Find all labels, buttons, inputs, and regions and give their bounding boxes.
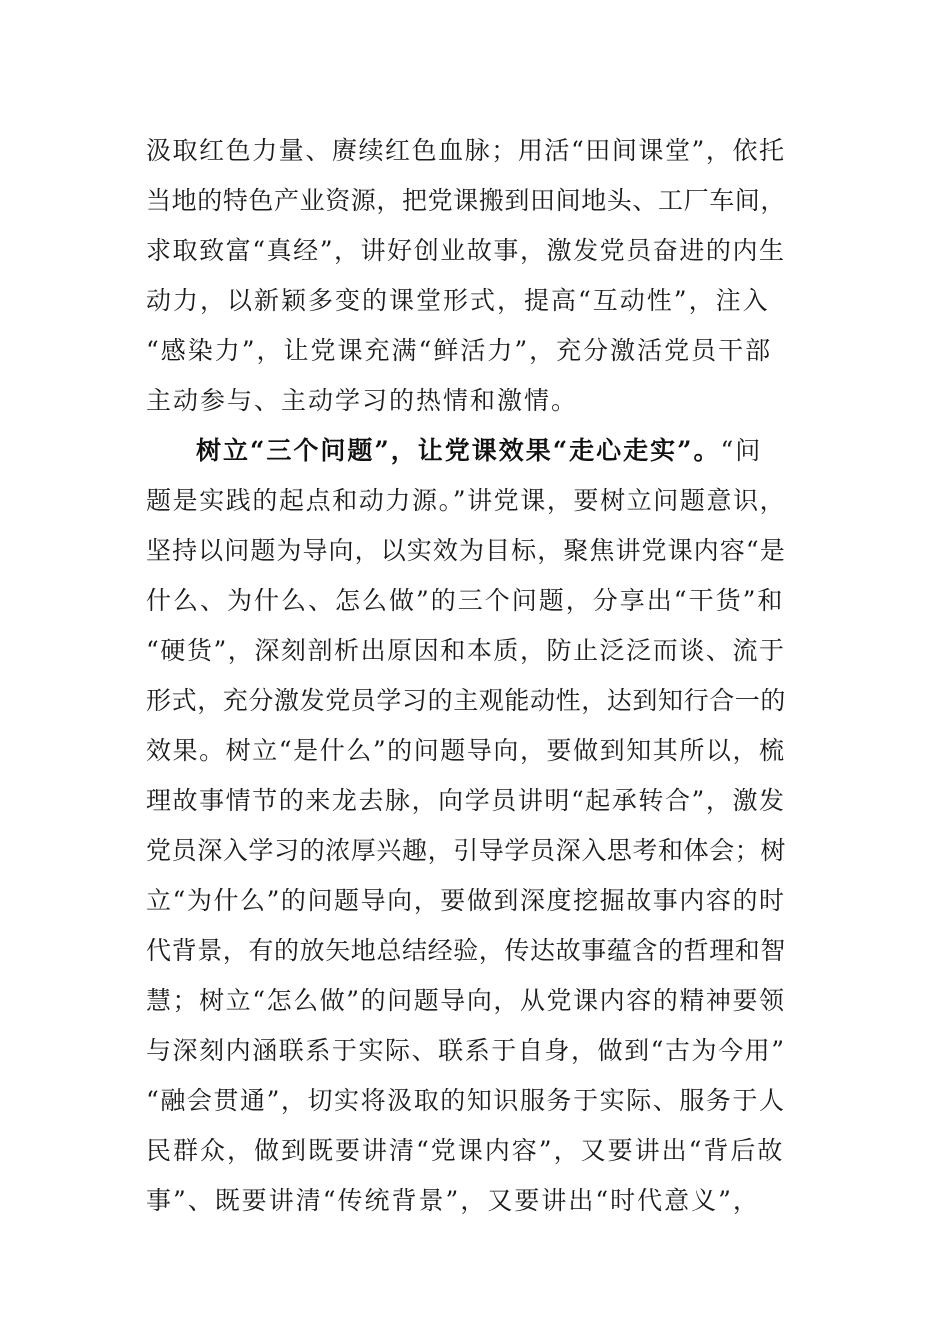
text-line: 题是实践的起点和动力源。”讲党课，要树立问题意识， — [146, 486, 787, 515]
text-line: 形式，充分激发党员学习的主观能动性，达到知行合一的 — [146, 686, 787, 715]
text-line: 坚持以问题为导向，以实效为目标，聚焦讲党课内容“是 — [146, 536, 786, 565]
text-line: “融会贯通”，切实将汲取的知识服务于实际、服务于人 — [146, 1086, 786, 1115]
text-line: 代背景，有的放矢地总结经验，传达故事蕴含的哲理和智 — [146, 936, 787, 965]
text-line: 与深刻内涵联系于实际、联系于自身，做到“古为今用” — [146, 1036, 786, 1065]
text-run: “问 — [720, 436, 763, 465]
text-line: 什么、为什么、怎么做”的三个问题，分享出“干货”和 — [146, 586, 785, 615]
text-line: 当地的特色产业资源，把党课搬到田间地头、工厂车间， — [146, 186, 787, 215]
paragraph-heading: 树立“三个问题”，让党课效果“走心走实”。 — [196, 436, 721, 465]
text-line: 立“为什么”的问题导向，要做到深度挖掘故事内容的时 — [146, 886, 786, 915]
text-line: “感染力”，让党课充满“鲜活力”，充分激活党员干部 — [146, 336, 773, 365]
text-line: 理故事情节的来龙去脉，向学员讲明“起承转合”，激发 — [146, 786, 786, 815]
text-line: 求取致富“真经”，讲好创业故事，激发党员奋进的内生 — [146, 236, 786, 265]
text-line: 慧；树立“怎么做”的问题导向，从党课内容的精神要领 — [146, 986, 786, 1015]
text-line: 民群众，做到既要讲清“党课内容”，又要讲出“背后故 — [146, 1136, 785, 1165]
text-line: 汲取红色力量、赓续红色血脉；用活“田间课堂”，依托 — [146, 136, 786, 165]
paragraph-first-line — [146, 426, 762, 476]
text-line: 主动参与、主动学习的热情和激情。 — [146, 386, 579, 415]
text-line: 事”、既要讲清“传统背景”，又要讲出“时代意义”， — [146, 1186, 760, 1215]
text-line: “硬货”，深刻剖析出原因和本质，防止泛泛而谈、流于 — [146, 636, 786, 665]
text-line: 效果。树立“是什么”的问题导向，要做到知其所以，梳 — [146, 736, 786, 765]
text-line: 动力，以新颖多变的课堂形式，提高“互动性”，注入 — [146, 286, 770, 315]
text-line: 党员深入学习的浓厚兴趣，引导学员深入思考和体会；树 — [146, 836, 787, 865]
